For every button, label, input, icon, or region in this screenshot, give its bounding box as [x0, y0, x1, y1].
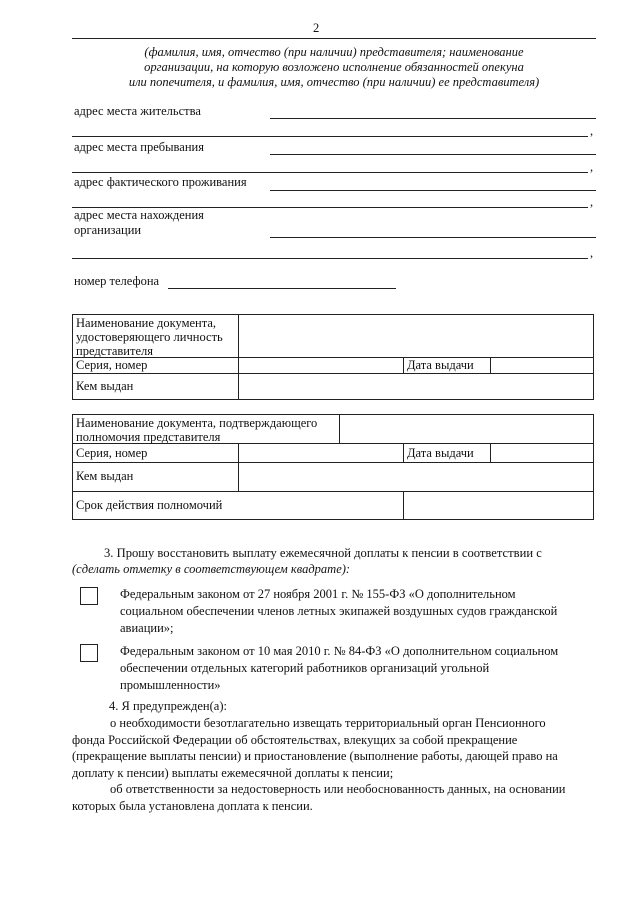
page-number: 2 — [313, 21, 320, 35]
t2-validity-value[interactable] — [403, 491, 594, 520]
t2-docname-line: Наименование документа, подтверждающего — [76, 416, 318, 430]
t2-validity-label: Срок действия полномочий — [76, 498, 223, 512]
section4-para2-line: об ответственности за недостоверность или необоснованность данных, на основании — [110, 782, 566, 796]
residence-address-field[interactable] — [270, 118, 596, 119]
section3-instruction: (сделать отметку в соответствующем квадрате): — [72, 562, 351, 576]
t1-docname-line: представителя — [76, 344, 153, 358]
actual-address-field[interactable] — [270, 190, 596, 191]
t1-docname-line: удостоверяющего личность — [76, 330, 223, 344]
law-155-line: авиации»; — [120, 621, 174, 635]
t2-date-label-cell — [403, 443, 491, 463]
t2-series-value[interactable] — [238, 443, 404, 463]
actual-address-label: адрес фактического проживания — [74, 175, 247, 189]
law-84-text — [120, 643, 558, 694]
stay-address-field[interactable] — [270, 154, 596, 155]
law-84-checkbox[interactable] — [80, 644, 98, 662]
t1-issuedby-value[interactable] — [238, 373, 594, 400]
law-84-line: Федеральным законом от 10 мая 2010 г. № 84-ФЗ «О дополнительном социальном — [120, 644, 559, 658]
t1-date-value[interactable] — [490, 357, 594, 374]
t2-docname-line: полномочия представителя — [76, 430, 221, 444]
org-address-label-line: организации — [74, 223, 142, 237]
t2-issuedby-label-cell — [72, 462, 239, 492]
comma-mark: , — [590, 246, 594, 260]
comma-mark: , — [590, 195, 594, 209]
t1-docname-value[interactable] — [238, 314, 594, 358]
caption-line: организации, на которую возложено исполнение обязанностей опекуна — [144, 60, 524, 74]
section4-heading: 4. Я предупрежден(а): — [109, 699, 227, 713]
law-155-line: Федеральным законом от 27 ноября 2001 г. № 155-ФЗ «О дополнительном — [120, 587, 516, 601]
phone-field[interactable] — [168, 288, 396, 289]
t2-validity-label-cell — [72, 491, 404, 520]
t1-series-value[interactable] — [238, 357, 404, 374]
phone-label: номер телефона — [74, 274, 160, 288]
law-155-checkbox[interactable] — [80, 587, 98, 605]
residence-address-field-line2[interactable] — [72, 136, 588, 137]
t2-docname-value[interactable] — [339, 414, 594, 444]
org-address-field-line2[interactable] — [72, 258, 588, 259]
law-84-line: промышленности» — [120, 678, 221, 692]
t2-docname-label-cell — [72, 414, 340, 444]
t1-issuedby-label-cell — [72, 373, 239, 400]
org-address-field[interactable] — [270, 237, 596, 238]
t1-docname-line: Наименование документа, — [76, 316, 217, 330]
representative-caption — [72, 45, 596, 90]
section4-para1-line: доплату к пенсии) выплаты ежемесячной доплаты к пенсии; — [72, 765, 394, 780]
section4-para1-line: фонда Российской Федерации об обстоятельствах, влекущих за собой прекращение — [72, 732, 518, 747]
residence-address-label: адрес места жительства — [74, 104, 201, 118]
org-address-label — [74, 208, 204, 238]
section4-para2-line: которых была установлена доплата к пенсии. — [72, 798, 313, 813]
t2-date-value[interactable] — [490, 443, 594, 463]
section4-para1-line: о необходимости безотлагательно извещать территориальный орган Пенсионного — [110, 716, 546, 730]
law-155-line: социальном обеспечении членов летных экипажей воздушных судов гражданской — [120, 604, 558, 618]
section3-heading: 3. Прошу восстановить выплату ежемесячной доплаты к пенсии в соответствии с — [104, 546, 542, 560]
t1-series-label-cell — [72, 357, 239, 374]
comma-mark: , — [590, 160, 594, 174]
t1-issuedby-label: Кем выдан — [76, 379, 134, 393]
t2-date-label: Дата выдачи — [407, 446, 474, 460]
t1-date-label-cell — [403, 357, 491, 374]
caption-line: или попечителя, и фамилия, имя, отчество (при наличии) ее представителя) — [128, 75, 540, 89]
t2-issuedby-label: Кем выдан — [76, 469, 134, 483]
law-155-text — [120, 586, 557, 637]
t1-date-label: Дата выдачи — [407, 358, 474, 372]
comma-mark: , — [590, 124, 594, 138]
section4-para1 — [72, 715, 594, 781]
law-84-line: обеспечении отдельных категорий работников организаций угольной — [120, 661, 490, 675]
t2-issuedby-value[interactable] — [238, 462, 594, 492]
org-address-label-line: адрес места нахождения — [74, 208, 204, 222]
section4-para2 — [72, 781, 594, 814]
t2-series-label-cell — [72, 443, 239, 463]
section4-para1-line: (прекращение выплаты пенсии) и приостановление (выполнение работы, дающей право на — [72, 749, 558, 763]
t2-series-label: Серия, номер — [76, 446, 148, 460]
stay-address-label: адрес места пребывания — [74, 140, 204, 154]
caption-line: (фамилия, имя, отчество (при наличии) представителя; наименование — [144, 45, 524, 59]
representative-line[interactable] — [72, 38, 596, 39]
stay-address-field-line2[interactable] — [72, 172, 588, 173]
t1-series-label: Серия, номер — [76, 358, 148, 372]
t1-docname-label-cell — [72, 314, 239, 358]
